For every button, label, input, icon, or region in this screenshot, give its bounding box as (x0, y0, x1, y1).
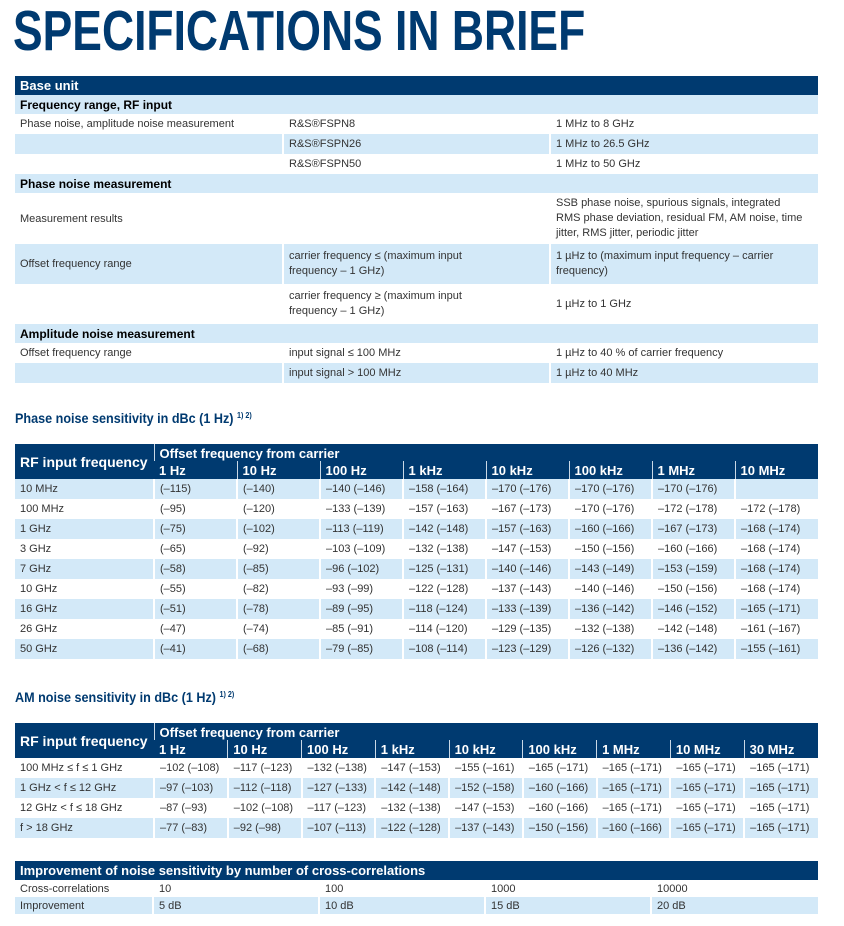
rf-frequency-cell: 26 GHz (15, 619, 154, 639)
sensitivity-cell: –117 (–123) (228, 758, 302, 778)
sensitivity-cell: –79 (–85) (320, 639, 403, 659)
sensitivity-cell: (–75) (154, 519, 237, 539)
column-header: 10 Hz (228, 740, 302, 758)
sensitivity-cell: –112 (–118) (228, 778, 302, 798)
sensitivity-cell: –167 (–173) (652, 519, 735, 539)
row-model: R&S®FSPN26 (283, 134, 550, 154)
rf-input-header: RF input frequency (15, 444, 154, 479)
sensitivity-cell: –132 (–138) (569, 619, 652, 639)
row-model: R&S®FSPN8 (283, 114, 550, 134)
table-row (15, 619, 818, 639)
sensitivity-cell: –77 (–83) (154, 818, 228, 838)
sensitivity-cell: –147 (–153) (375, 758, 449, 778)
table-row (15, 880, 818, 897)
sensitivity-cell: (–92) (237, 539, 320, 559)
cell: 1000 (485, 880, 651, 897)
sensitivity-cell: –132 (–138) (403, 539, 486, 559)
sensitivity-cell: (–68) (237, 639, 320, 659)
sensitivity-cell: –125 (–131) (403, 559, 486, 579)
rf-frequency-cell: 100 MHz (15, 499, 154, 519)
sensitivity-cell: –114 (–120) (403, 619, 486, 639)
table-row (15, 114, 818, 134)
row-label (15, 363, 283, 383)
sensitivity-cell: –108 (–114) (403, 639, 486, 659)
sensitivity-cell: –92 (–98) (228, 818, 302, 838)
sensitivity-cell: –93 (–99) (320, 579, 403, 599)
sensitivity-cell: –160 (–166) (569, 519, 652, 539)
sensitivity-cell (735, 479, 818, 499)
sensitivity-cell: –132 (–138) (375, 798, 449, 818)
rf-frequency-cell: 16 GHz (15, 599, 154, 619)
section-label: Amplitude noise measurement (15, 324, 818, 343)
sensitivity-cell: –136 (–142) (569, 599, 652, 619)
sensitivity-cell: –172 (–178) (652, 499, 735, 519)
rf-frequency-cell: 10 MHz (15, 479, 154, 499)
row-value: 1 µHz to 1 GHz (550, 284, 818, 324)
column-header: 100 kHz (569, 461, 652, 479)
sensitivity-cell: –158 (–164) (403, 479, 486, 499)
sensitivity-cell: –129 (–135) (486, 619, 569, 639)
rf-frequency-cell: f > 18 GHz (15, 818, 154, 838)
sensitivity-cell: (–82) (237, 579, 320, 599)
sensitivity-cell: –103 (–109) (320, 539, 403, 559)
rf-frequency-cell: 100 MHz ≤ f ≤ 1 GHz (15, 758, 154, 778)
sensitivity-cell: (–65) (154, 539, 237, 559)
table-row (15, 639, 818, 659)
cell: 20 dB (651, 897, 818, 914)
sensitivity-cell: –143 (–149) (569, 559, 652, 579)
page-title: SPECIFICATIONS IN BRIEF (13, 0, 586, 63)
table-row (15, 154, 818, 174)
sensitivity-cell: –160 (–166) (523, 798, 597, 818)
row-value: 1 µHz to (maximum input frequency – carrier frequency) (550, 244, 818, 284)
cell: 10 dB (319, 897, 485, 914)
sensitivity-cell: –168 (–174) (735, 519, 818, 539)
sensitivity-cell: (–41) (154, 639, 237, 659)
sensitivity-cell: –102 (–108) (228, 798, 302, 818)
sensitivity-cell: –107 (–113) (302, 818, 376, 838)
sensitivity-cell: –157 (–163) (486, 519, 569, 539)
sensitivity-cell: –165 (–171) (670, 758, 744, 778)
table-row (15, 897, 818, 914)
column-header: 10 Hz (237, 461, 320, 479)
cell: 15 dB (485, 897, 651, 914)
cell: 10 (153, 880, 319, 897)
sensitivity-cell: –142 (–148) (375, 778, 449, 798)
sensitivity-cell: –89 (–95) (320, 599, 403, 619)
table-row (15, 579, 818, 599)
cross-correlation-header-row (15, 861, 818, 880)
row-label: Offset frequency range (15, 244, 283, 284)
phase-noise-header-row-1 (15, 444, 818, 461)
sensitivity-cell: (–51) (154, 599, 237, 619)
sensitivity-cell: (–115) (154, 479, 237, 499)
sensitivity-cell: –132 (–138) (302, 758, 376, 778)
row-label: Measurement results (15, 193, 283, 244)
cell: 5 dB (153, 897, 319, 914)
sensitivity-cell: –170 (–176) (569, 499, 652, 519)
footnote-marker: 1) 2) (236, 411, 252, 420)
table-row (15, 818, 818, 838)
sensitivity-cell: –133 (–139) (320, 499, 403, 519)
sensitivity-cell: –160 (–166) (652, 539, 735, 559)
row-label (15, 134, 283, 154)
sensitivity-cell: –97 (–103) (154, 778, 228, 798)
sensitivity-cell: –172 (–178) (735, 499, 818, 519)
column-header: 10 kHz (486, 461, 569, 479)
row-condition: carrier frequency ≤ (maximum input frequency – 1 GHz) (283, 244, 550, 284)
sensitivity-cell: –160 (–166) (523, 778, 597, 798)
am-noise-title-text: AM noise sensitivity in dBc (1 Hz) (15, 689, 216, 705)
sensitivity-cell: (–55) (154, 579, 237, 599)
sensitivity-cell: –165 (–171) (744, 818, 818, 838)
section-label: Frequency range, RF input (15, 95, 818, 114)
sensitivity-cell: –150 (–156) (569, 539, 652, 559)
table-row (15, 778, 818, 798)
sensitivity-cell: –155 (–161) (449, 758, 523, 778)
column-header: 100 kHz (523, 740, 597, 758)
sensitivity-cell: –127 (–133) (302, 778, 376, 798)
column-header: 10 kHz (449, 740, 523, 758)
cross-correlation-table (15, 861, 818, 914)
sensitivity-cell: –152 (–158) (449, 778, 523, 798)
sensitivity-cell: –170 (–176) (569, 479, 652, 499)
sensitivity-cell: –113 (–119) (320, 519, 403, 539)
table-row (15, 519, 818, 539)
section-row-phase-noise (15, 174, 818, 193)
row-condition: input signal ≤ 100 MHz (283, 343, 550, 363)
sensitivity-cell: –168 (–174) (735, 539, 818, 559)
sensitivity-cell: –136 (–142) (652, 639, 735, 659)
table-row (15, 539, 818, 559)
row-model: R&S®FSPN50 (283, 154, 550, 174)
table-row (15, 758, 818, 778)
base-unit-header: Base unit (15, 76, 818, 95)
sensitivity-cell: –165 (–171) (670, 798, 744, 818)
sensitivity-cell: (–78) (237, 599, 320, 619)
sensitivity-cell: –137 (–143) (486, 579, 569, 599)
section-row-frequency-range (15, 95, 818, 114)
sensitivity-cell: –147 (–153) (449, 798, 523, 818)
table-row (15, 244, 818, 284)
row-condition: carrier frequency ≥ (maximum input frequency – 1 GHz) (283, 284, 550, 324)
sensitivity-cell: –126 (–132) (569, 639, 652, 659)
sensitivity-cell: –160 (–166) (597, 818, 671, 838)
sensitivity-cell: –146 (–152) (652, 599, 735, 619)
table-row (15, 284, 818, 324)
sensitivity-cell: –155 (–161) (735, 639, 818, 659)
row-label: Offset frequency range (15, 343, 283, 363)
rf-frequency-cell: 10 GHz (15, 579, 154, 599)
table-row (15, 479, 818, 499)
table-row (15, 343, 818, 363)
row-label: Cross-correlations (15, 880, 153, 897)
section-row-amplitude-noise (15, 324, 818, 343)
sensitivity-cell: (–120) (237, 499, 320, 519)
sensitivity-cell: (–102) (237, 519, 320, 539)
column-header: 1 kHz (375, 740, 449, 758)
sensitivity-cell: –168 (–174) (735, 579, 818, 599)
row-value: 1 µHz to 40 % of carrier frequency (550, 343, 818, 363)
sensitivity-cell: –147 (–153) (486, 539, 569, 559)
sensitivity-cell: –161 (–167) (735, 619, 818, 639)
row-value: 1 MHz to 50 GHz (550, 154, 818, 174)
sensitivity-cell: –170 (–176) (486, 479, 569, 499)
section-label: Phase noise measurement (15, 174, 818, 193)
sensitivity-cell: (–95) (154, 499, 237, 519)
sensitivity-cell: –140 (–146) (486, 559, 569, 579)
sensitivity-cell: –165 (–171) (744, 758, 818, 778)
sensitivity-cell: –118 (–124) (403, 599, 486, 619)
row-label: Improvement (15, 897, 153, 914)
sensitivity-cell: –122 (–128) (375, 818, 449, 838)
am-noise-table (15, 723, 818, 838)
table-row (15, 363, 818, 383)
sensitivity-cell: –140 (–146) (320, 479, 403, 499)
column-header: 1 kHz (403, 461, 486, 479)
sensitivity-cell: –85 (–91) (320, 619, 403, 639)
sensitivity-cell: –140 (–146) (569, 579, 652, 599)
row-condition (283, 193, 550, 244)
column-header: 100 Hz (302, 740, 376, 758)
sensitivity-cell: (–85) (237, 559, 320, 579)
phase-noise-title (15, 410, 252, 426)
sensitivity-cell: –168 (–174) (735, 559, 818, 579)
sensitivity-cell: –157 (–163) (403, 499, 486, 519)
rf-frequency-cell: 1 GHz (15, 519, 154, 539)
table-row (15, 559, 818, 579)
base-unit-table (15, 76, 818, 383)
sensitivity-cell: –165 (–171) (597, 758, 671, 778)
table-row (15, 193, 818, 244)
sensitivity-cell: –142 (–148) (403, 519, 486, 539)
cell: 10000 (651, 880, 818, 897)
sensitivity-cell: –87 (–93) (154, 798, 228, 818)
sensitivity-cell: –165 (–171) (597, 778, 671, 798)
sensitivity-cell: –150 (–156) (523, 818, 597, 838)
offset-header: Offset frequency from carrier (154, 444, 818, 461)
offset-header: Offset frequency from carrier (154, 723, 818, 740)
table-row (15, 134, 818, 154)
footnote-marker: 1) 2) (219, 690, 235, 699)
sensitivity-cell: –133 (–139) (486, 599, 569, 619)
am-noise-header-row-1 (15, 723, 818, 740)
sensitivity-cell: –96 (–102) (320, 559, 403, 579)
phase-noise-table (15, 444, 818, 659)
sensitivity-cell: –102 (–108) (154, 758, 228, 778)
sensitivity-cell: –117 (–123) (302, 798, 376, 818)
base-unit-header-row (15, 76, 818, 95)
sensitivity-cell: –165 (–171) (744, 778, 818, 798)
rf-frequency-cell: 3 GHz (15, 539, 154, 559)
sensitivity-cell: –122 (–128) (403, 579, 486, 599)
sensitivity-cell: –165 (–171) (523, 758, 597, 778)
column-header: 30 MHz (744, 740, 818, 758)
rf-frequency-cell: 12 GHz < f ≤ 18 GHz (15, 798, 154, 818)
row-label (15, 154, 283, 174)
sensitivity-cell: –142 (–148) (652, 619, 735, 639)
row-condition: input signal > 100 MHz (283, 363, 550, 383)
sensitivity-cell: –153 (–159) (652, 559, 735, 579)
row-value: 1 MHz to 8 GHz (550, 114, 818, 134)
column-header: 1 Hz (154, 461, 237, 479)
row-label (15, 284, 283, 324)
rf-frequency-cell: 7 GHz (15, 559, 154, 579)
column-header: 10 MHz (735, 461, 818, 479)
sensitivity-cell: (–74) (237, 619, 320, 639)
phase-noise-title-text: Phase noise sensitivity in dBc (1 Hz) (15, 410, 234, 426)
table-row (15, 499, 818, 519)
am-noise-title (15, 689, 234, 705)
sensitivity-cell: –165 (–171) (735, 599, 818, 619)
column-header: 1 MHz (652, 461, 735, 479)
row-label: Phase noise, amplitude noise measurement (15, 114, 283, 134)
sensitivity-cell: –137 (–143) (449, 818, 523, 838)
table-row (15, 599, 818, 619)
sensitivity-cell: –150 (–156) (652, 579, 735, 599)
column-header: 10 MHz (670, 740, 744, 758)
row-value: 1 MHz to 26.5 GHz (550, 134, 818, 154)
row-value: SSB phase noise, spurious signals, integrated RMS phase deviation, residual FM, AM noise, time jitter, RMS jitter, periodic jitter (550, 193, 818, 244)
sensitivity-cell: –165 (–171) (597, 798, 671, 818)
sensitivity-cell: –165 (–171) (744, 798, 818, 818)
sensitivity-cell: –165 (–171) (670, 778, 744, 798)
sensitivity-cell: –123 (–129) (486, 639, 569, 659)
row-value: 1 µHz to 40 MHz (550, 363, 818, 383)
table-row (15, 798, 818, 818)
column-header: 100 Hz (320, 461, 403, 479)
sensitivity-cell: –170 (–176) (652, 479, 735, 499)
sensitivity-cell: –167 (–173) (486, 499, 569, 519)
sensitivity-cell: (–47) (154, 619, 237, 639)
column-header: 1 Hz (154, 740, 228, 758)
column-header: 1 MHz (597, 740, 671, 758)
rf-frequency-cell: 1 GHz < f ≤ 12 GHz (15, 778, 154, 798)
rf-frequency-cell: 50 GHz (15, 639, 154, 659)
rf-input-header: RF input frequency (15, 723, 154, 758)
sensitivity-cell: –165 (–171) (670, 818, 744, 838)
sensitivity-cell: (–140) (237, 479, 320, 499)
sensitivity-cell: (–58) (154, 559, 237, 579)
cell: 100 (319, 880, 485, 897)
cross-correlation-header: Improvement of noise sensitivity by number of cross-correlations (15, 861, 818, 880)
